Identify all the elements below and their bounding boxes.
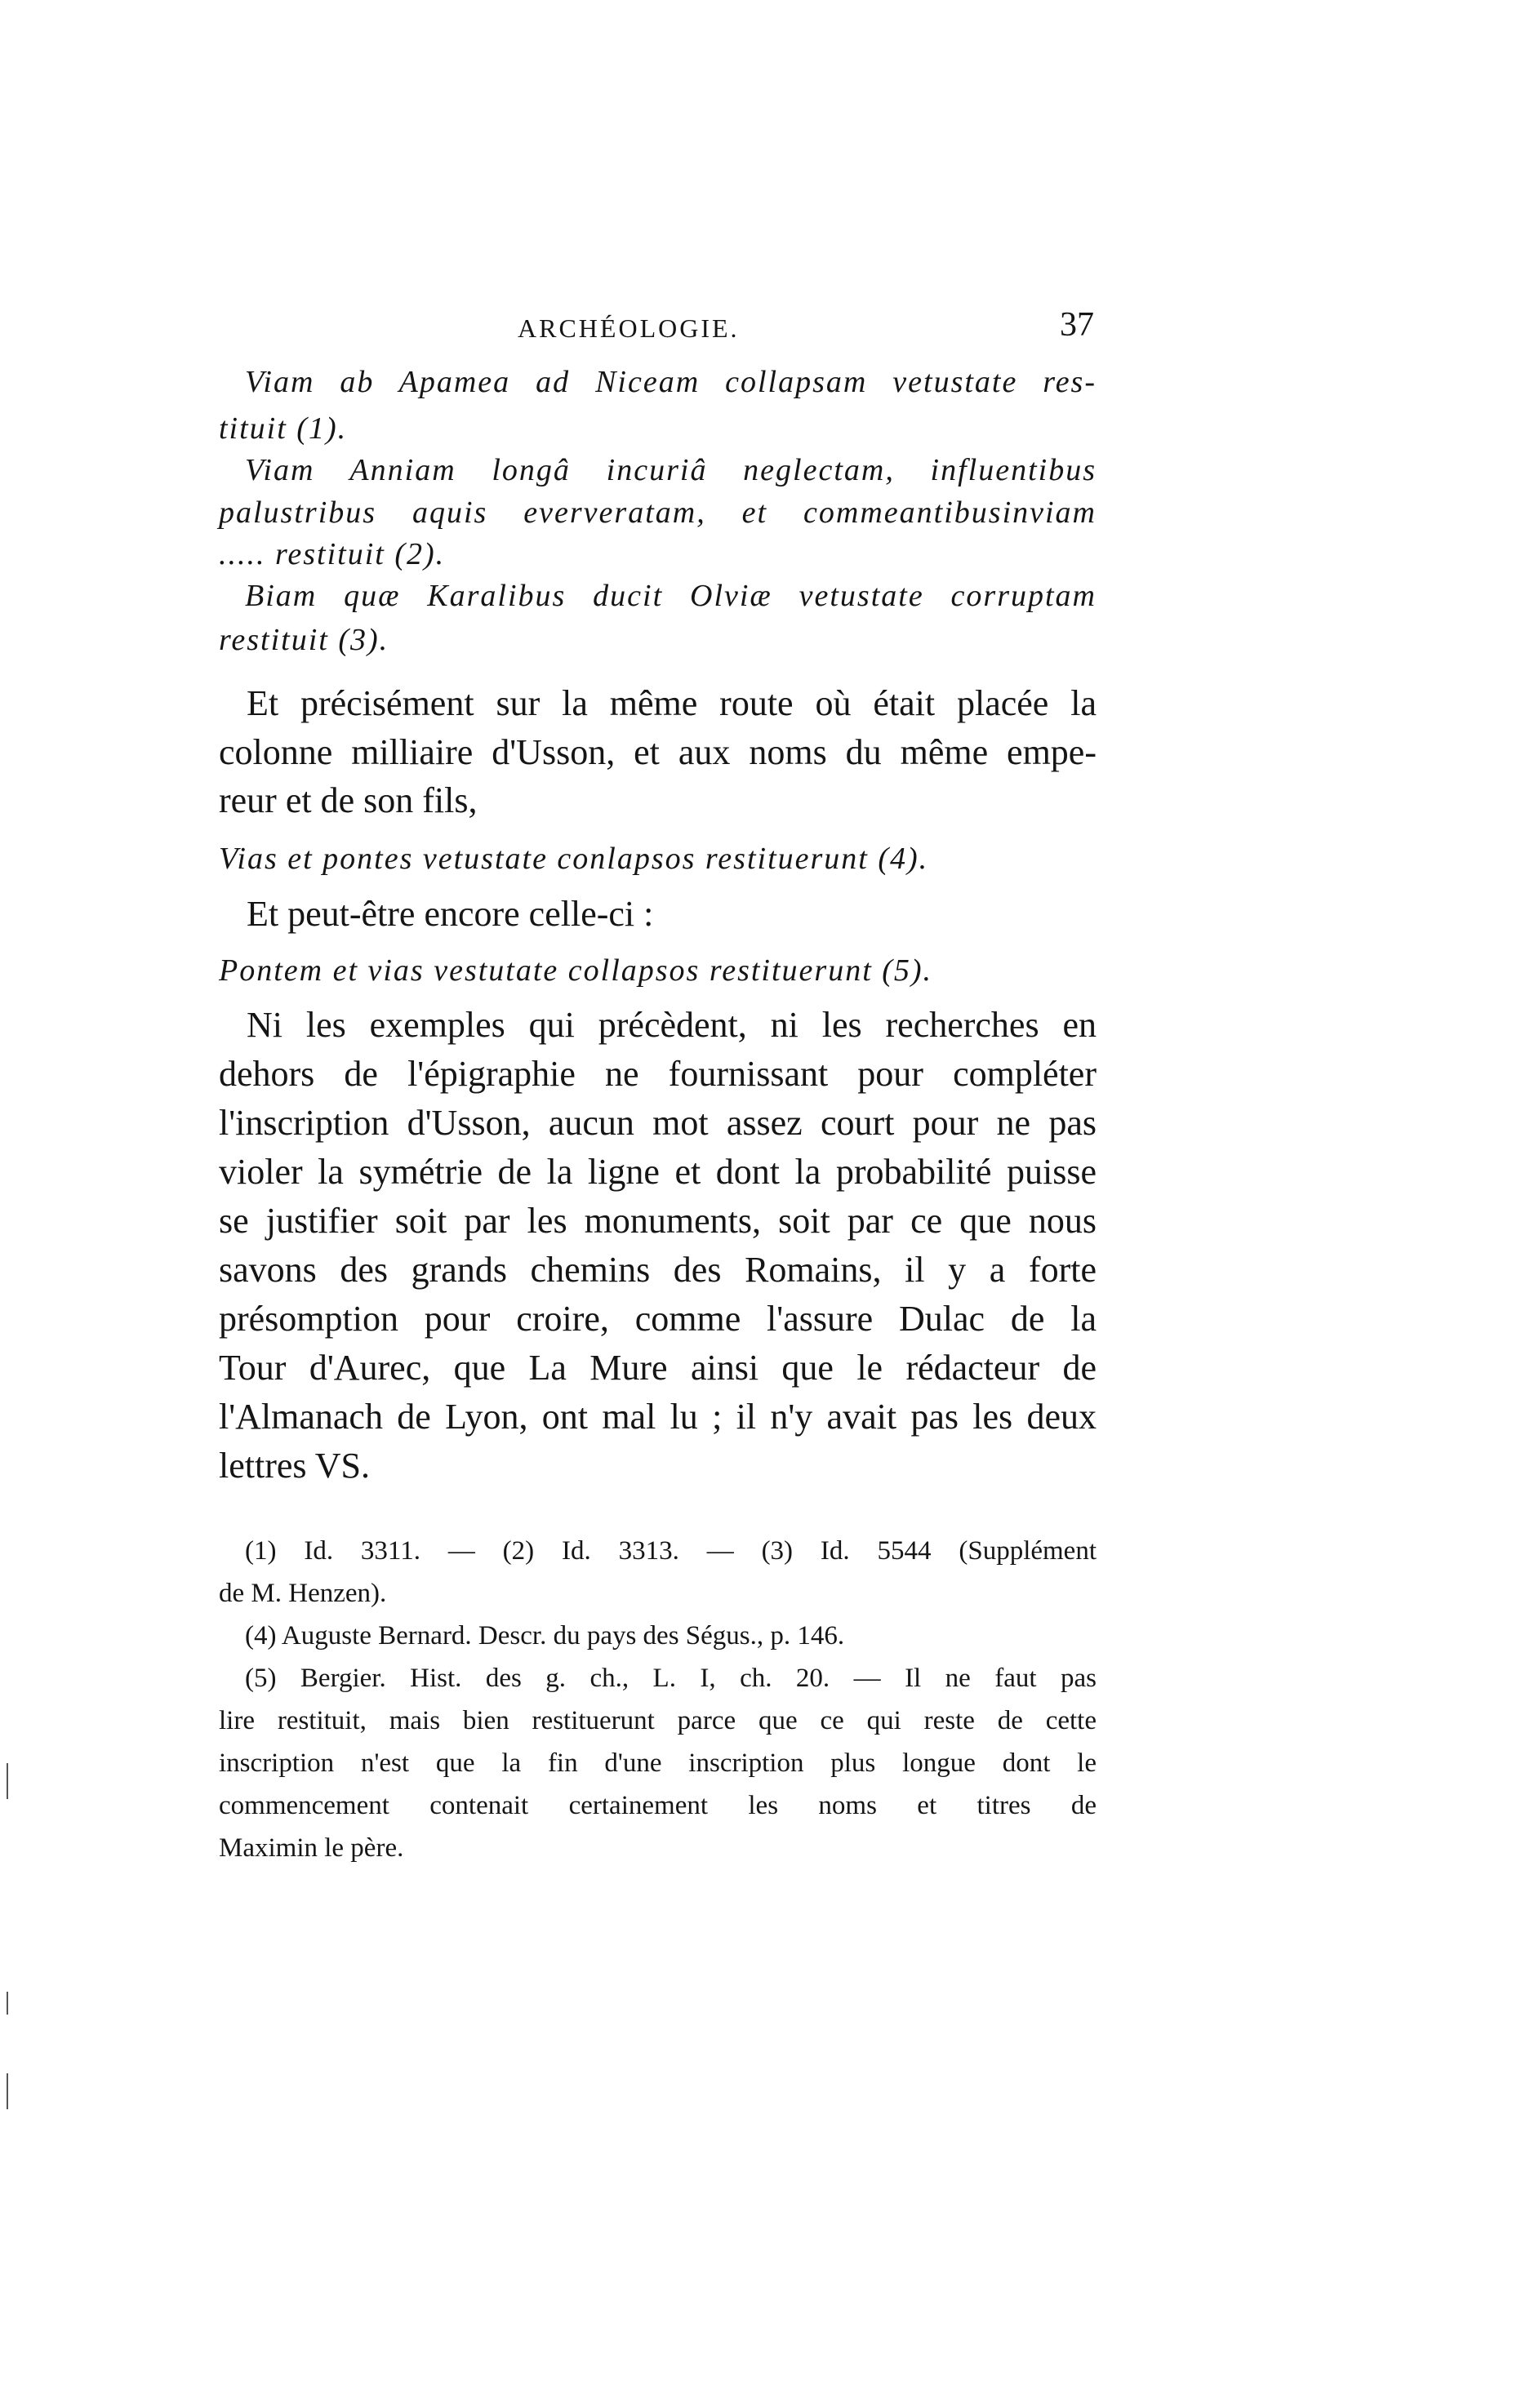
page-number: 37	[1060, 306, 1094, 344]
footnote-line-5: lire restituit, mais bien restituerunt parce que ce qui reste de cette	[219, 1706, 1097, 1735]
scan-mark	[7, 1992, 8, 2015]
latin-line-4: palustribus aquis eververatam, et commeantibusinviam	[219, 495, 1097, 530]
para3-line-3: l'inscription d'Usson, aucun mot assez court pour ne pas	[219, 1103, 1097, 1143]
footnote-line-2: de M. Henzen).	[219, 1579, 387, 1608]
para1-line-3: reur et de son fils,	[219, 780, 478, 820]
latin-line-1: Viam ab Apamea ad Niceam collapsam vetustate res-	[245, 365, 1097, 399]
latin-line-5: ..... restituit (2).	[219, 537, 446, 571]
footnote-line-6: inscription n'est que la fin d'une inscription plus longue dont le	[219, 1748, 1097, 1778]
para3-line-7: présomption pour croire, comme l'assure Dulac de la	[219, 1299, 1097, 1339]
para3-line-4: violer la symétrie de la ligne et dont la probabilité puisse	[219, 1152, 1097, 1192]
latin-line-7: restituit (3).	[219, 623, 389, 657]
para2: Et peut-être encore celle-ci :	[247, 894, 654, 934]
quote-1: Vias et pontes vetustate conlapsos restituerunt (4).	[219, 842, 929, 876]
para1-line-1: Et précisément sur la même route où était placée la	[247, 683, 1097, 723]
latin-line-2: tituit (1).	[219, 411, 348, 446]
latin-line-3: Viam Anniam longâ incuriâ neglectam, influentibus	[245, 453, 1097, 487]
latin-line-6: Biam quæ Karalibus ducit Olviæ vetustate corruptam	[245, 579, 1097, 613]
para3-line-1: Ni les exemples qui précèdent, ni les recherches en	[247, 1005, 1097, 1045]
running-title: ARCHÉOLOGIE.	[518, 313, 740, 343]
para3-line-5: se justifier soit par les monuments, soit par ce que nous	[219, 1201, 1097, 1241]
footnote-line-3: (4) Auguste Bernard. Descr. du pays des Ségus., p. 146.	[245, 1621, 845, 1651]
para3-line-10: lettres VS.	[219, 1446, 370, 1486]
footnote-line-4: (5) Bergier. Hist. des g. ch., L. I, ch. 20. — Il ne faut pas	[245, 1664, 1097, 1693]
para1-line-2: colonne milliaire d'Usson, et aux noms du même empe-	[219, 732, 1097, 772]
para3-line-6: savons des grands chemins des Romains, il y a forte	[219, 1250, 1097, 1290]
footnote-line-8: Maximin le père.	[219, 1833, 404, 1863]
quote-2: Pontem et vias vestutate collapsos restituerunt (5).	[219, 953, 933, 988]
scan-mark	[7, 2073, 8, 2109]
footnote-line-1: (1) Id. 3311. — (2) Id. 3313. — (3) Id. 5544 (Supplément	[245, 1536, 1097, 1566]
para3-line-8: Tour d'Aurec, que La Mure ainsi que le rédacteur de	[219, 1348, 1097, 1388]
para3-line-2: dehors de l'épigraphie ne fournissant pour compléter	[219, 1054, 1097, 1094]
footnote-line-7: commencement contenait certainement les noms et titres de	[219, 1791, 1097, 1820]
scan-mark	[7, 1763, 8, 1799]
para3-line-9: l'Almanach de Lyon, ont mal lu ; il n'y avait pas les deux	[219, 1397, 1097, 1437]
